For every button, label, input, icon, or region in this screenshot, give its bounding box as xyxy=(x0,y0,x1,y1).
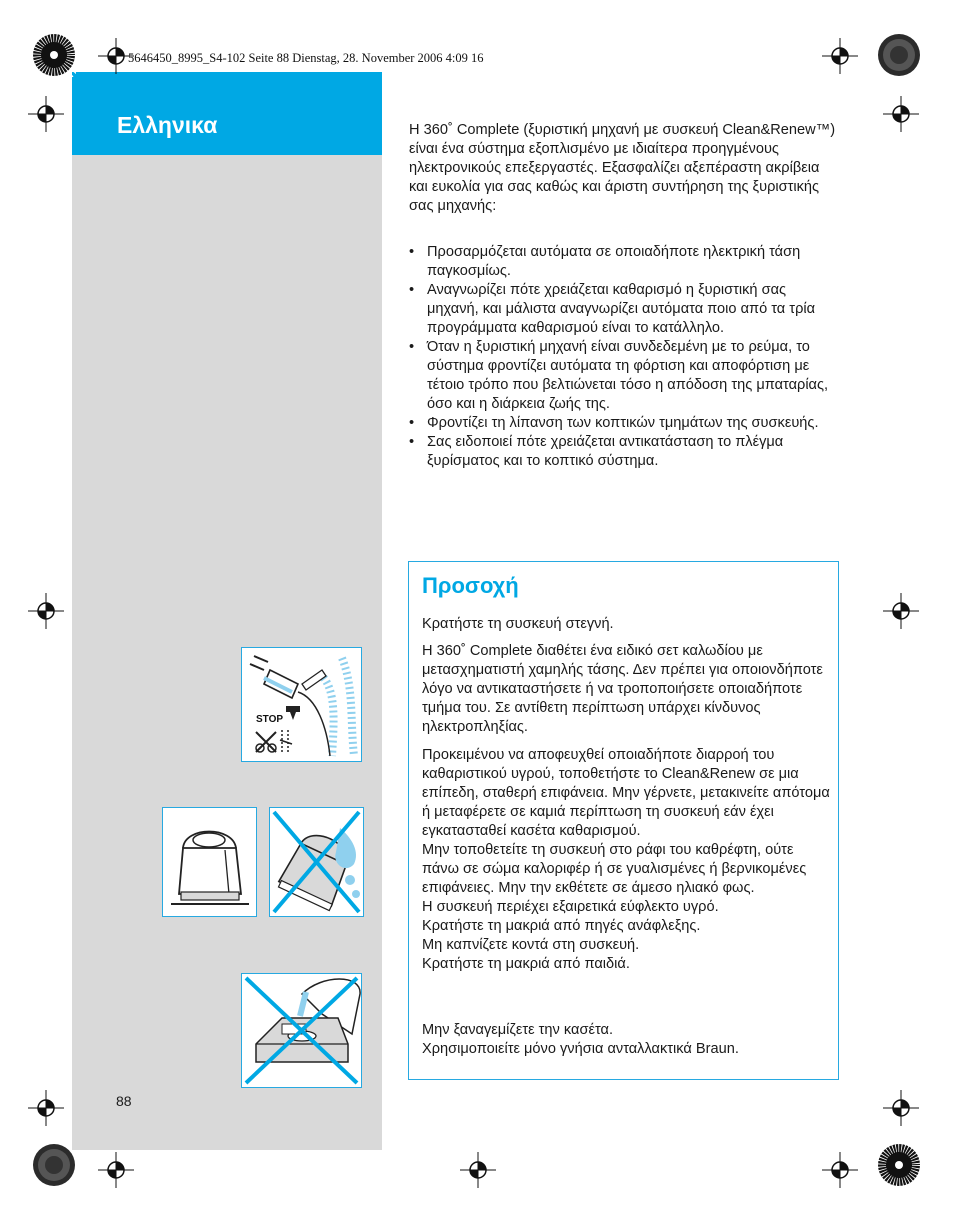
list-item: • Όταν η ξυριστική μηχανή είναι συνδεδεμένη με το ρεύμα, το σύστημα φροντίζει αυτόματα τη φόρτιση και αποφόρτιση με τέτοιο τρόπο που βελτιώνεται τόσο η απόδοση της μπαταρίας, όσο και η διάρκεια ζωής της. xyxy=(409,338,839,414)
tilted-station-illustration xyxy=(269,807,364,917)
list-item: • Προσαρμόζεται αυτόματα σε οποιαδήποτε ηλεκτρική τάση παγκοσμίως. xyxy=(409,243,839,281)
power-plug-icon xyxy=(242,648,361,761)
list-item: • Αναγνωρίζει πότε χρειάζεται καθαρισμό η ξυριστική σας μηχανή, και μάλιστα αναγνωρίζει αυτόματα ποιο από τα τρία προγράμματα καθαρισμού είναι το κατάλληλο. xyxy=(409,281,839,338)
page-number: 88 xyxy=(116,1093,132,1109)
caution-paragraph: Η συσκευή περιέχει εξαιρετικά εύφλεκτο υγρό. xyxy=(422,899,719,915)
registration-mark-icon xyxy=(28,96,64,132)
plug-illustration xyxy=(241,647,362,762)
color-wheel-icon xyxy=(32,33,76,77)
tilted-station-icon xyxy=(270,808,363,916)
registration-mark-icon xyxy=(98,38,134,74)
print-header: 5646450_8995_S4-102 Seite 88 Dienstag, 28. November 2006 4:09 16 xyxy=(128,51,484,65)
registration-mark-icon xyxy=(460,1152,496,1188)
refill-cartridge-icon xyxy=(242,974,361,1087)
station-illustration xyxy=(162,807,257,917)
caution-paragraph: Η 360˚ Complete διαθέτει ένα ειδικό σετ καλωδίου με μετασχηματιστή χαμηλής τάσης. Δεν πρέπει για οποιονδήποτε λόγο να αντικαταστήσετε ή να τροποποιήσετε οποιαδήποτε τμήμα του. Σε αντίθετη περίπτωση υπάρχει κίνδυνος ηλεκτροπληξίας. xyxy=(422,643,823,735)
color-wheel-icon xyxy=(877,33,921,77)
caution-paragraph: Κρατήστε τη μακριά από πηγές ανάφλεξης. xyxy=(422,918,701,934)
registration-mark-icon xyxy=(883,1090,919,1126)
intro-paragraph: Η 360˚ Complete (ξυριστική μηχανή με συσκευή Clean&Renew™) είναι ένα σύστημα εξοπλισμένο με ιδιαίτερα προηγμένους ηλεκτρονικούς επεξεργαστές. Εξασφαλίζει αξεπέραστη ακρίβεια και ευκολία για σας καθώς και άριστη συντήρηση της ξυριστικής σας μηχανής: xyxy=(409,122,836,214)
refill-illustration xyxy=(241,973,362,1088)
caution-text-block xyxy=(422,1021,832,1059)
caution-text-block xyxy=(422,615,832,634)
registration-mark-icon xyxy=(883,593,919,629)
caution-paragraph: Μην ξαναγεμίζετε την κασέτα. xyxy=(422,1022,614,1038)
caution-paragraph: Χρησιμοποιείτε μόνο γνήσια ανταλλακτικά Braun. xyxy=(422,1041,739,1057)
registration-mark-icon xyxy=(98,1152,134,1188)
language-title-band xyxy=(72,72,382,155)
registration-mark-icon xyxy=(822,1152,858,1188)
caution-paragraph: Προκειμένου να αποφευχθεί οποιαδήποτε διαρροή του καθαριστικού υγρού, τοποθετήστε το Clean&Renew σε μια επίπεδη, σταθερή επιφάνεια. Μην γέρνετε, μετακινείτε απότομα ή μεταφέρετε σε καμιά περίπτωση τη συσκευή εάν έχει εγκατασταθεί κασέτα καθαρισμού. xyxy=(422,747,830,839)
stop-label: STOP xyxy=(256,714,284,725)
caution-text-block xyxy=(422,746,832,974)
list-item: • Φροντίζει τη λίπανση των κοπτικών τμημάτων της συσκευής. xyxy=(409,414,839,433)
cleaning-station-icon xyxy=(163,808,256,916)
caution-paragraph: Μην τοποθετείτε τη συσκευή στο ράφι του καθρέφτη, ούτε πάνω σε σώμα καλοριφέρ ή σε γυαλισμένες ή βερνικομένες επιφάνειες. Μην την εκθέτετε σε άμεσο ηλιακό φως. xyxy=(422,842,807,896)
color-wheel-icon xyxy=(877,1143,921,1187)
caution-paragraph: Μη καπνίζετε κοντά στη συσκευή. xyxy=(422,937,640,953)
caution-paragraph: Κρατήστε τη συσκευή στεγνή. xyxy=(422,616,614,632)
caution-title: Προσοχή xyxy=(422,573,519,598)
registration-mark-icon xyxy=(28,1090,64,1126)
list-item: • Σας ειδοποιεί πότε χρειάζεται αντικατάσταση το πλέγμα ξυρίσματος και το κοπτικό σύστημα. xyxy=(409,433,839,471)
registration-mark-icon xyxy=(28,593,64,629)
color-wheel-icon xyxy=(32,1143,76,1187)
language-title: Ελληνικα xyxy=(117,112,218,138)
caution-text-block xyxy=(422,642,832,737)
feature-list xyxy=(409,243,839,471)
registration-mark-icon xyxy=(883,96,919,132)
registration-mark-icon xyxy=(822,38,858,74)
caution-paragraph: Κρατήστε τη μακριά από παιδιά. xyxy=(422,956,630,972)
